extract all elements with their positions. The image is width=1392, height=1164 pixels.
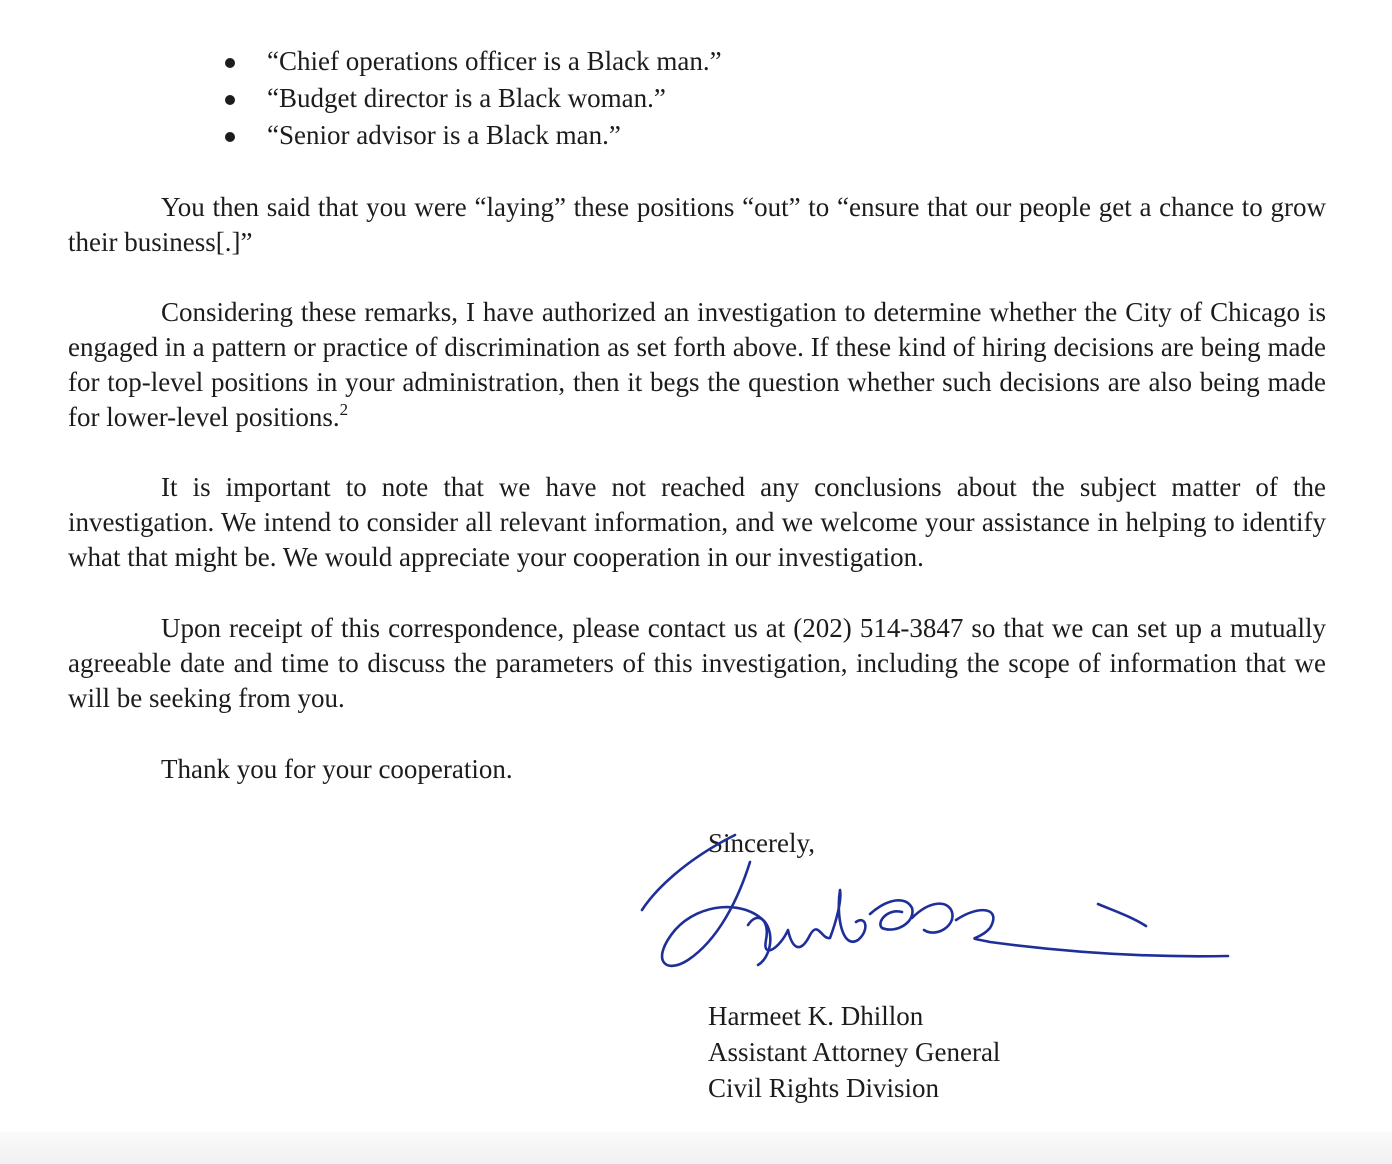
bullet-item: [222, 117, 722, 154]
footnote-marker: 2: [339, 400, 349, 419]
bullet-item: [222, 80, 722, 117]
bullet-text: “Budget director is a Black woman.”: [267, 83, 666, 113]
handwritten-signature: [630, 830, 1230, 1005]
paragraph-contact-request: Upon receipt of this correspondence, please contact us at (202) 514-3847 so that we can set up a mutually agreeable date and time to discuss the parameters of this investigation, including the scope of information that we will be seeking from you.: [68, 613, 1326, 713]
bullet-dot-icon: [225, 132, 235, 142]
bullet-dot-icon: [225, 95, 235, 105]
paragraph-thank-you: Thank you for your cooperation.: [161, 754, 513, 784]
paragraph-no-conclusions: It is important to note that we have not reached any conclusions about the subject matter of the investigation. We intend to consider all relevant information, and we welcome your assistance in helping to identify what that might be. We would appreciate your cooperation in our investigation.: [68, 472, 1326, 572]
closing-salutation: Sincerely,: [708, 828, 815, 858]
signature-block: [708, 998, 1000, 1106]
bullet-text: “Senior advisor is a Black man.”: [267, 120, 621, 150]
bullet-dot-icon: [225, 58, 235, 68]
paragraph-text: Considering these remarks, I have authorized an investigation to determine whether the City of Chicago is engaged in a pattern or practice of discrimination as set forth above. If these kind of hiring decisions are being made for top-level positions in your administration, then it begs the question whether such decisions are also being made for lower-level positions.: [68, 297, 1326, 432]
quote-bullet-list: [222, 43, 722, 154]
bullet-item: [222, 43, 722, 80]
paragraph-laying-out-positions: You then said that you were “laying” these positions “out” to “ensure that our people get a chance to grow their business[.]”: [68, 192, 1326, 257]
signatory-name: Harmeet K. Dhillon: [708, 1001, 924, 1031]
paragraph-investigation-authorized: [68, 295, 1326, 435]
bullet-text: “Chief operations officer is a Black man.”: [267, 46, 722, 76]
signatory-division: Civil Rights Division: [708, 1073, 940, 1103]
page-bottom-edge: [0, 1132, 1392, 1164]
signatory-title: Assistant Attorney General: [708, 1037, 1001, 1067]
